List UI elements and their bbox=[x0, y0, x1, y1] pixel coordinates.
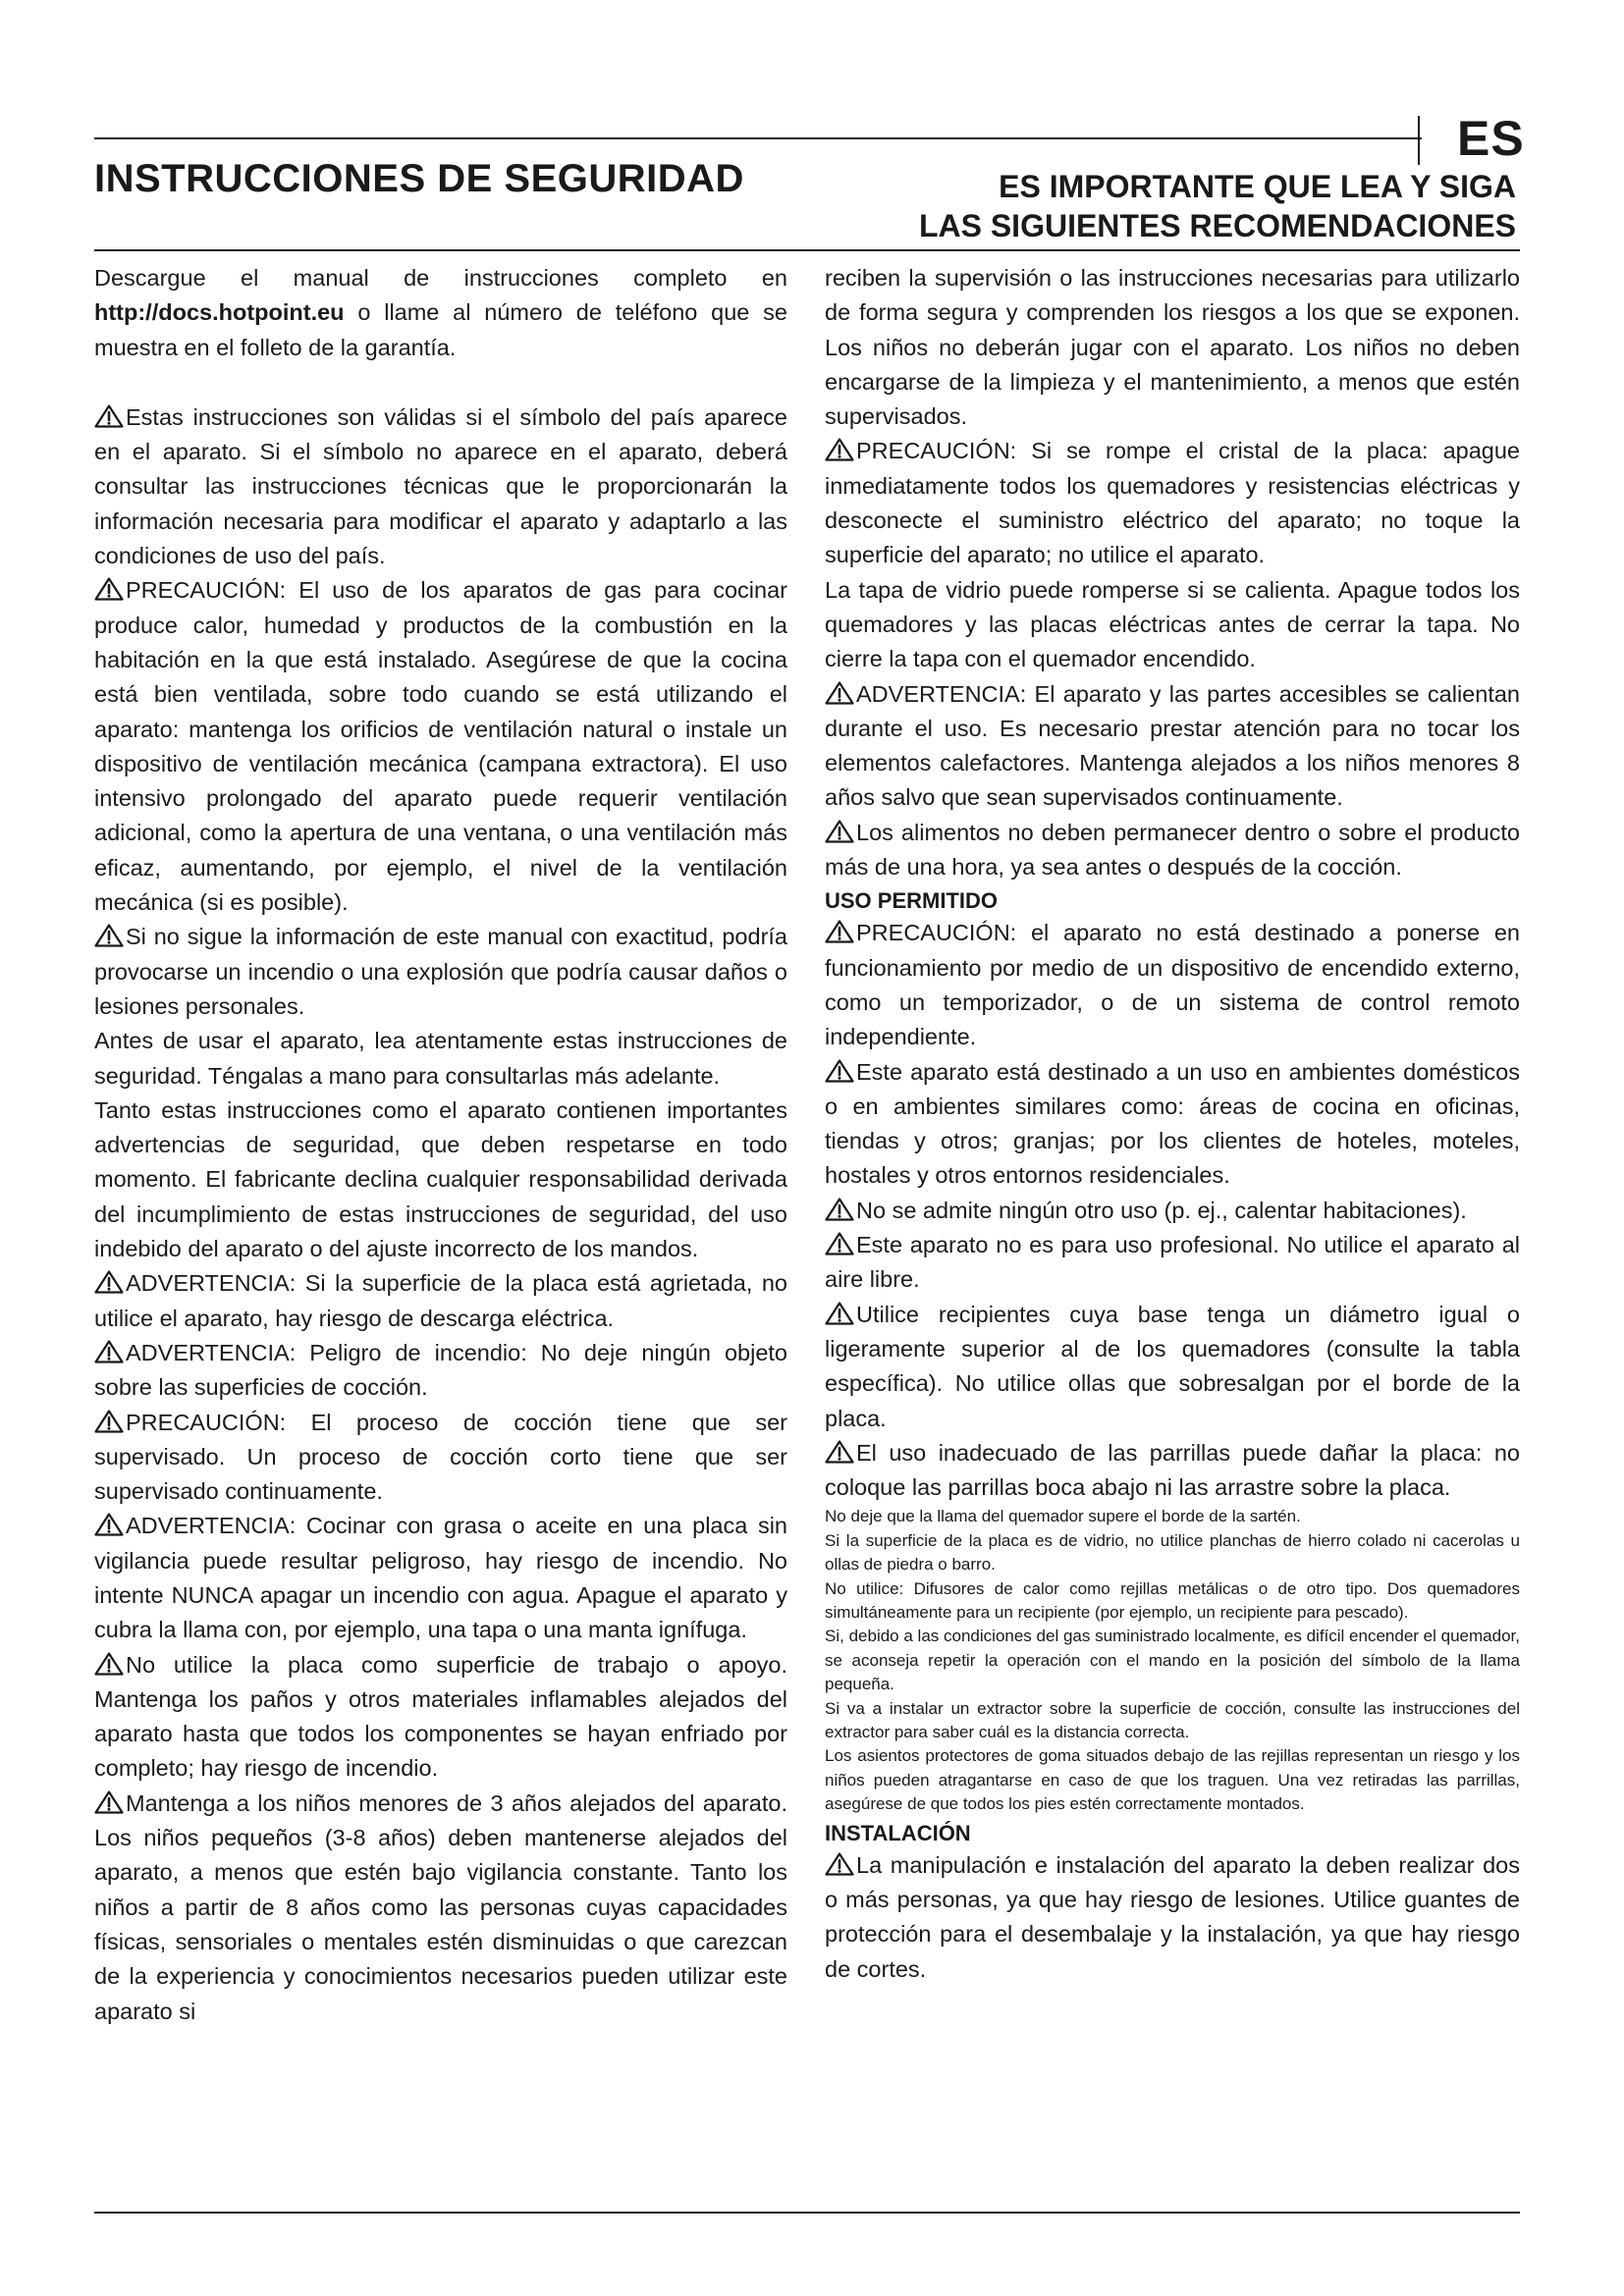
paragraph: Antes de usar el aparato, lea atentamente estas instrucciones de seguridad. Téngalas a mano para consultarlas más adelante. bbox=[94, 1028, 787, 1089]
warning-icon bbox=[825, 1302, 854, 1325]
warning-icon bbox=[825, 1440, 854, 1464]
small-note: Los asientos protectores de goma situados debajo de las rejillas representan un riesgo y los niños pueden atragantarse en caso de que los traguen. Una vez retiradas las parrillas, asegúrese de que todos los pies estén correctamente montados. bbox=[825, 1746, 1520, 1814]
paragraph: Mantenga a los niños menores de 3 años alejados del aparato. Los niños pequeños (3-8 años) deben mantenerse alejados del aparato, a menos que estén bajo vigilancia constante. Tanto los niños a partir de 8 años como las personas cuyas capacidades físicas, sensoriales o mentales estén disminuidas o que carezcan de la experiencia y conocimientos necesarios pueden utilizar este aparato si bbox=[94, 1789, 787, 2024]
warning-icon bbox=[825, 820, 854, 843]
right-column bbox=[825, 261, 1520, 1987]
paragraph: ADVERTENCIA: Si la superficie de la placa está agrietada, no utilice el aparato, hay riesgo de descarga eléctrica. bbox=[94, 1270, 787, 1331]
small-note: No utilice: Difusores de calor como rejillas metálicas o de otro tipo. Dos quemadores simultáneamente para un recipiente (por ejemplo, un recipiente para pescado). bbox=[825, 1578, 1520, 1623]
warning-icon bbox=[825, 1198, 854, 1221]
paragraph: Los alimentos no deben permanecer dentro o sobre el producto más de una hora, ya sea antes o después de la cocción. bbox=[825, 819, 1520, 881]
paragraph: La tapa de vidrio puede romperse si se calienta. Apague todos los quemadores y las placas eléctricas antes de cerrar la tapa. No cierre la tapa con el quemador encendido. bbox=[825, 576, 1520, 672]
manual-link[interactable]: http://docs.hotpoint.eu bbox=[94, 299, 345, 326]
warning-icon bbox=[94, 1410, 124, 1433]
language-divider bbox=[1418, 116, 1420, 165]
paragraph: Utilice recipientes cuya base tenga un diámetro igual o ligeramente superior al de los quemadores (consulte la tabla específica). No utilice ollas que sobresalgan por el borde de la placa. bbox=[825, 1301, 1520, 1431]
paragraph: PRECAUCIÓN: el aparato no está destinado a ponerse en funcionamiento por medio de un dispositivo de encendido externo, como un temporizador, o de un sistema de control remoto independiente. bbox=[825, 920, 1520, 1050]
warning-icon bbox=[94, 1340, 124, 1363]
bottom-rule bbox=[94, 2212, 1520, 2214]
paragraph: No utilice la placa como superficie de trabajo o apoyo. Mantenga los paños y otros materiales inflamables alejados del aparato hasta que todos los componentes se hayan enfriado por completo; hay riesgo de incendio. bbox=[94, 1651, 787, 1782]
section-heading-uso-permitido: USO PERMITIDO bbox=[825, 888, 999, 914]
small-note: Si, debido a las condiciones del gas suministrado localmente, es difícil encender el quemador, se aconseja repetir la operación con el mando en la posición del símbolo de la llama pequeña. bbox=[825, 1627, 1520, 1694]
page-subtitle bbox=[919, 167, 1516, 245]
paragraph: ADVERTENCIA: Cocinar con grasa o aceite en una placa sin vigilancia puede resultar peligroso, hay riesgo de incendio. No intente NUNCA apagar un incendio con agua. Apague el aparato y cubra la llama con, por ejemplo, una tapa o una manta ignífuga. bbox=[94, 1513, 787, 1643]
small-note: No deje que la llama del quemador supere el borde de la sartén. bbox=[825, 1507, 1301, 1526]
warning-icon bbox=[825, 681, 854, 705]
paragraph: Este aparato no es para uso profesional. No utilice el aparato al aire libre. bbox=[825, 1232, 1520, 1293]
warning-icon bbox=[825, 438, 854, 461]
paragraph: Si no sigue la información de este manual con exactitud, podría provocarse un incendio o una explosión que podría causar daños o lesiones personales. bbox=[94, 924, 787, 1019]
warning-icon bbox=[94, 1270, 124, 1294]
header-rule bbox=[94, 249, 1520, 251]
warning-icon bbox=[94, 1513, 124, 1536]
paragraph: PRECAUCIÓN: Si se rompe el cristal de la placa: apague inmediatamente todos los quemadores y resistencias eléctricas y desconecte el suministro eléctrico del aparato; no toque la superficie del aparato; no utilice el aparato. bbox=[825, 438, 1520, 568]
warning-icon bbox=[825, 1059, 854, 1083]
paragraph: Estas instrucciones son válidas si el símbolo del país aparece en el aparato. Si el símbolo no aparece en el aparato, deberá consultar las instrucciones técnicas que le proporcionarán la información necesaria para modificar el aparato y adaptarlo a las condiciones de uso del país. bbox=[94, 403, 787, 569]
warning-icon bbox=[94, 1652, 124, 1676]
warning-icon bbox=[825, 1232, 854, 1255]
paragraph: Tanto estas instrucciones como el aparato contienen importantes advertencias de seguridad, que deben respetarse en todo momento. El fabricante declina cualquier responsabilidad derivada del incumplimiento de estas instrucciones de seguridad, del uso indebido del aparato o del ajuste incorrecto de los mandos. bbox=[94, 1096, 787, 1262]
small-note: Si la superficie de la placa es de vidrio, no utilice planchas de hierro colado ni cacerolas u ollas de piedra o barro. bbox=[825, 1530, 1520, 1575]
paragraph: ADVERTENCIA: Peligro de incendio: No deje ningún objeto sobre las superficies de cocción. bbox=[94, 1339, 787, 1401]
warning-icon bbox=[825, 920, 854, 943]
warning-icon bbox=[94, 1790, 124, 1814]
page-title: INSTRUCCIONES DE SEGURIDAD bbox=[94, 157, 744, 200]
top-rule bbox=[94, 137, 1422, 139]
warning-icon bbox=[94, 577, 124, 601]
paragraph: reciben la supervisión o las instrucciones necesarias para utilizarlo de forma segura y comprenden los riesgos a los que se exponen. Los niños no deberán jugar con el aparato. Los niños no deben encargarse de la limpieza y el mantenimiento, a menos que estén supervisados. bbox=[825, 265, 1520, 430]
small-note: Si va a instalar un extractor sobre la superficie de cocción, consulte las instrucciones del extractor para saber cuál es la distancia correcta. bbox=[825, 1698, 1520, 1742]
paragraph: Este aparato está destinado a un uso en ambientes domésticos o en ambientes similares como: áreas de cocina en oficinas, tiendas y otros; granjas; por los clientes de hoteles, moteles, hostales y otros entornos residenciales. bbox=[825, 1058, 1520, 1189]
paragraph: PRECAUCIÓN: El proceso de cocción tiene que ser supervisado. Un proceso de cocción corto tiene que ser supervisado continuamente. bbox=[94, 1409, 787, 1505]
subtitle-line-1: ES IMPORTANTE QUE LEA Y SIGA bbox=[999, 169, 1516, 204]
paragraph: PRECAUCIÓN: El uso de los aparatos de gas para cocinar produce calor, humedad y productos de la combustión en la habitación en la que está instalado. Asegúrese de que la cocina está bien ventilada, sobre todo cuando se está utilizando el aparato: mantenga los orificios de ventilación natural o instale un dispositivo de ventilación mecánica (campana extractora). El uso intensivo prolongado del aparato puede requerir ventilación adicional, como la apertura de una ventana, o una ventilación más eficaz, aumentando, por ejemplo, el nivel de la ventilación mecánica (si es posible). bbox=[94, 577, 787, 916]
subtitle-line-2: LAS SIGUIENTES RECOMENDACIONES bbox=[918, 208, 1516, 243]
paragraph: No se admite ningún otro uso (p. ej., calentar habitaciones). bbox=[825, 1194, 1520, 1228]
warning-icon bbox=[94, 924, 124, 947]
warning-icon bbox=[94, 404, 124, 428]
section-heading-instalacion: INSTALACIÓN bbox=[825, 1820, 971, 1845]
warning-icon bbox=[825, 1852, 854, 1876]
paragraph: El uso inadecuado de las parrillas puede dañar la placa: no coloque las parrillas boca abajo ni las arrastre sobre la placa. bbox=[825, 1439, 1520, 1501]
paragraph: ADVERTENCIA: El aparato y las partes accesibles se calientan durante el uso. Es necesario prestar atención para no tocar los elementos calefactores. Mantenga alejados a los niños menores 8 años salvo que sean supervisados continuamente. bbox=[825, 680, 1520, 811]
intro-paragraph: Descargue el manual de instrucciones completo en http://docs.hotpoint.eu o llame al número de teléfono que se muestra en el folleto de la garantía. bbox=[94, 265, 787, 360]
paragraph: La manipulación e instalación del aparato la deben realizar dos o más personas, ya que hay riesgo de lesiones. Utilice guantes de protección para el desembalaje y la instalación, ya que hay riesgo de cortes. bbox=[825, 1851, 1520, 1982]
left-column bbox=[94, 261, 787, 2029]
language-code: ES bbox=[1457, 111, 1525, 166]
